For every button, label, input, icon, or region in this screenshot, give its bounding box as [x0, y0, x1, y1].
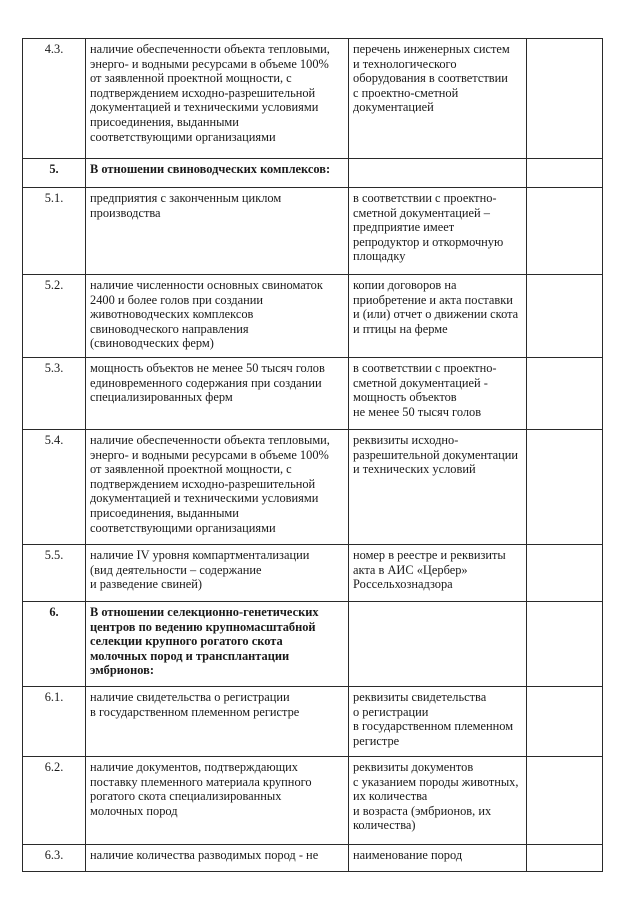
section-number: 5.	[23, 159, 86, 188]
section-row	[23, 159, 603, 188]
document-text: в соответствии с проектно- сметной документацией - мощность объектов не менее 50 тысяч голов	[353, 360, 497, 419]
criteria-table	[22, 38, 603, 872]
row-number: 4.3.	[23, 39, 86, 159]
row-number: 5.1.	[23, 188, 86, 275]
criterion-text: мощность объектов не менее 50 тысяч голов единовременного содержания при создании специализированных ферм	[90, 360, 325, 405]
table-row	[23, 188, 603, 275]
document-text: реквизиты исходно- разрешительной документации и технических условий	[353, 432, 519, 477]
criterion-text: наличие обеспеченности объекта тепловыми, энерго- и водными ресурсами в объеме 100% от заявленной проектной мощности, с подтверждением исходно-разрешительной документацией и техническими условиями присоединения, выданными соответствующими организациями	[90, 432, 330, 535]
table-row	[23, 275, 603, 358]
row-number: 6.3.	[23, 844, 86, 871]
criterion-text: наличие IV уровня компартментализации (вид деятельности – содержание и разведение свиней)	[90, 547, 310, 592]
table-row	[23, 357, 603, 429]
row-number: 5.2.	[23, 275, 86, 358]
table-row	[23, 844, 603, 871]
section-heading: В отношении селекционно-генетических центров по ведению крупномасштабной селекции крупного рогатого скота молочных пород и трансплантации эмбрионов:	[90, 604, 319, 678]
table-row	[23, 756, 603, 844]
section-number: 6.	[23, 601, 86, 686]
document-text: в соответствии с проектно- сметной документацией – предприятие имеет репродуктор и откормочную площадку	[353, 191, 504, 264]
row-number: 6.2.	[23, 756, 86, 844]
table-row	[23, 39, 603, 159]
section-heading: В отношении свиноводческих комплексов:	[90, 162, 331, 176]
criterion-text: наличие обеспеченности объекта тепловыми, энерго- и водными ресурсами в объеме 100% от заявленной проектной мощности, с подтверждением исходно-разрешительной документацией и техническими условиями присоединения, выданными соответствующими организациями	[90, 42, 330, 144]
document-text: наименование пород	[353, 847, 463, 862]
table-row	[23, 544, 603, 601]
document-text: номер в реестре и реквизиты акта в АИС «Цербер» Россельхознадзора	[353, 547, 506, 592]
document-text: реквизиты документов с указанием породы животных, их количества и возраста (эмбрионов, их количества)	[353, 759, 519, 833]
table-row	[23, 686, 603, 756]
row-number: 5.4.	[23, 429, 86, 544]
criterion-text: наличие документов, подтверждающих поставку племенного материала крупного рогатого скота специализированных молочных пород	[90, 759, 312, 818]
criterion-text: наличие численности основных свиноматок 2400 и более голов при создании животноводческих комплексов свиноводческого направления (свиноводческих ферм)	[90, 278, 323, 351]
table-row	[23, 429, 603, 544]
document-text: перечень инженерных систем и технологического оборудования в соответствии с проектно-сметной документацией	[353, 42, 510, 115]
document-text: копии договоров на приобретение и акта поставки и (или) отчет о движении скота и птицы на ферме	[353, 278, 519, 336]
criterion-text: наличие свидетельства о регистрации в государственном племенном регистре	[90, 689, 300, 719]
row-number: 5.5.	[23, 544, 86, 601]
section-row	[23, 601, 603, 686]
criterion-text: предприятия с законченным циклом производства	[90, 191, 282, 220]
row-number: 6.1.	[23, 686, 86, 756]
document-text: реквизиты свидетельства о регистрации в государственном племенном регистре	[353, 689, 514, 748]
row-number: 5.3.	[23, 357, 86, 429]
criterion-text: наличие количества разводимых пород - не	[90, 847, 319, 862]
